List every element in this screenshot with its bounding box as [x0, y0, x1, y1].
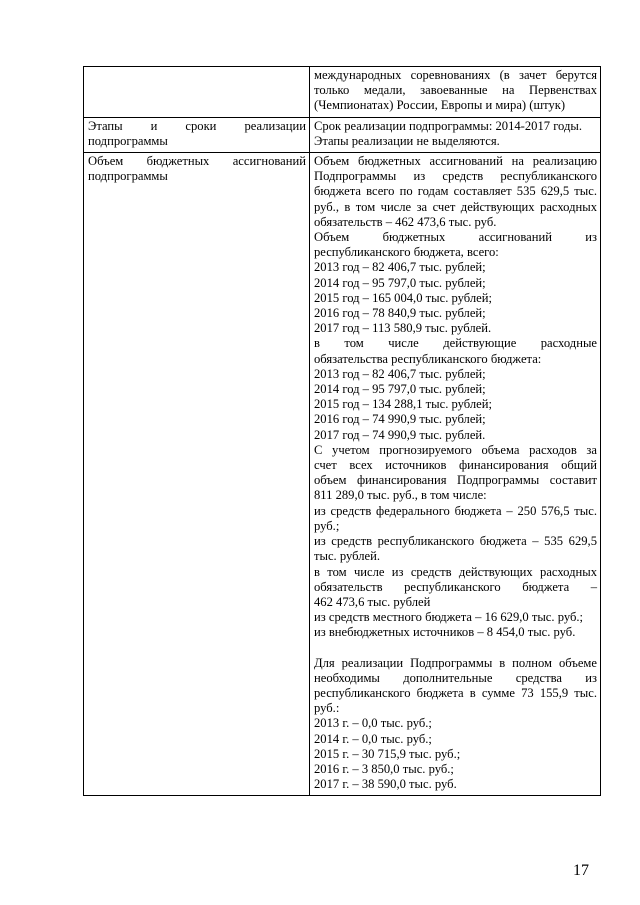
text-line: Объем бюджетных ассигнований	[88, 154, 306, 169]
page-number: 17	[573, 862, 589, 879]
text-line: только медали, завоеванные на Первенствах	[314, 83, 597, 98]
text-line: 2015 год – 134 288,1 тыс. рублей;	[314, 397, 492, 412]
text-line: 2017 год – 74 990,9 тыс. рублей.	[314, 427, 486, 442]
text-line: 2016 г. – 3 850,0 тыс. руб.;	[314, 761, 454, 776]
text-line: республиканского бюджета, всего:	[314, 245, 499, 260]
text-line: из внебюджетных источников – 8 454,0 тыс. руб.	[314, 625, 576, 640]
text-line: руб.:	[314, 701, 340, 716]
text-line: в том числе действующие расходные	[314, 336, 597, 351]
text-line: 2013 год – 82 406,7 тыс. рублей;	[314, 260, 486, 275]
text-line: 2016 год – 74 990,9 тыс. рублей;	[314, 412, 486, 427]
text-line: Объем бюджетных ассигнований из	[314, 230, 597, 245]
text-line: руб.;	[314, 518, 340, 533]
text-line: обязательства республиканского бюджета:	[314, 351, 542, 366]
text-line: 462 473,6 тыс. рублей	[314, 594, 431, 609]
text-line: из средств федерального бюджета – 250 576,5 тыс.	[314, 503, 597, 518]
text-line: 2014 год – 95 797,0 тыс. рублей;	[314, 275, 486, 290]
blank-line	[314, 641, 597, 656]
text-line: Объем бюджетных ассигнований на реализацию	[314, 154, 597, 169]
row-value-cell	[310, 67, 601, 118]
text-line: подпрограммы	[88, 169, 168, 184]
text-line: 2017 год – 113 580,9 тыс. рублей.	[314, 321, 492, 336]
text-line: бюджета всего по годам составляет 535 629,5 тыс.	[314, 184, 597, 199]
table-row-stages	[84, 117, 601, 152]
text-line: объем финансирования Подпрограммы составит	[314, 473, 597, 488]
text-line: обязательств – 462 473,6 тыс. руб.	[314, 214, 497, 229]
text-line: обязательств республиканского бюджета –	[314, 579, 597, 594]
text-line: С учетом прогнозируемого объема расходов за	[314, 442, 597, 457]
text-line: 811 289,0 тыс. руб., в том числе:	[314, 488, 487, 503]
text-line: республиканского бюджета в сумме 73 155,9 тыс.	[314, 685, 597, 700]
text-line: из средств республиканского бюджета – 535 629,5	[314, 534, 597, 549]
text-line: Этапы реализации не выделяются.	[314, 133, 500, 148]
text-line: 2015 год – 165 004,0 тыс. рублей;	[314, 290, 492, 305]
row-value-cell	[310, 117, 601, 152]
text-line: 2014 год – 95 797,0 тыс. рублей;	[314, 382, 486, 397]
text-line: 2013 г. – 0,0 тыс. руб.;	[314, 716, 432, 731]
text-line: Подпрограммы из средств республиканского	[314, 169, 597, 184]
text-line: Этапы и сроки реализации	[88, 118, 306, 133]
text-line: 2015 г. – 30 715,9 тыс. руб.;	[314, 746, 461, 761]
text-line: руб., в том числе за счет действующих расходных	[314, 199, 597, 214]
text-line: (Чемпионатах) России, Европы и мира) (штук)	[314, 98, 566, 113]
text-line: счет всех источников финансирования общий	[314, 458, 597, 473]
text-line: тыс. рублей.	[314, 549, 380, 564]
text-line: международных соревнованиях (в зачет берутся	[314, 68, 597, 82]
text-line: Для реализации Подпрограммы в полном объеме	[314, 655, 597, 670]
row-value-cell	[310, 153, 601, 796]
text-line: в том числе из средств действующих расходных	[314, 564, 597, 579]
table-row-budget	[84, 153, 601, 796]
text-line: 2016 год – 78 840,9 тыс. рублей;	[314, 306, 486, 321]
text-line: подпрограммы	[88, 133, 168, 148]
row-label-cell	[84, 153, 310, 796]
text-line: 2017 г. – 38 590,0 тыс. руб.	[314, 777, 457, 792]
text-line: Срок реализации подпрограммы: 2014-2017 годы.	[314, 118, 582, 133]
table-row-medals	[84, 67, 601, 118]
text-line: 2014 г. – 0,0 тыс. руб.;	[314, 731, 432, 746]
row-label-cell	[84, 67, 310, 118]
text-line: необходимы дополнительные средства из	[314, 670, 597, 685]
row-label-cell	[84, 117, 310, 152]
text-line: из средств местного бюджета – 16 629,0 тыс. руб.;	[314, 610, 584, 625]
subprogram-passport-table	[83, 66, 601, 796]
text-line: 2013 год – 82 406,7 тыс. рублей;	[314, 366, 486, 381]
